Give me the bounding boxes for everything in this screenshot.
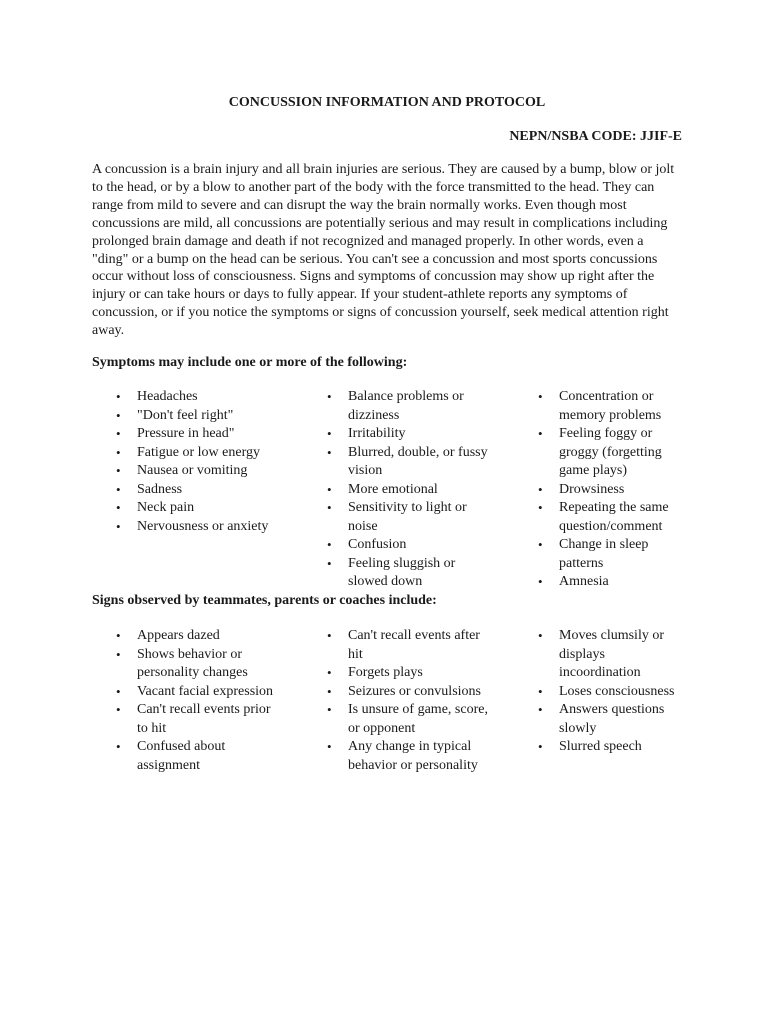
list-item: • Repeating the same question/comment (559, 499, 685, 536)
list-item: • Fatigue or low energy (137, 444, 277, 463)
list-item: • Sensitivity to light or noise (348, 499, 488, 536)
list-item: • Drowsiness (559, 481, 685, 500)
list-item: • Nausea or vomiting (137, 462, 277, 481)
list-item: • Blurred, double, or fussy vision (348, 444, 488, 481)
list-item: • Is unsure of game, score, or opponent (348, 701, 488, 738)
list-item: • Slurred speech (559, 738, 685, 757)
list-item: • Concentration or memory problems (559, 388, 685, 425)
signs-column-2 (348, 627, 488, 775)
list-item: • Balance problems or dizziness (348, 388, 488, 425)
list-item: • Pressure in head" (137, 425, 277, 444)
policy-code: NEPN/NSBA CODE: JJIF-E (509, 129, 682, 144)
signs-heading: Signs observed by teammates, parents or coaches include: (92, 593, 437, 608)
list-item: • Feeling foggy or groggy (forgetting game plays) (559, 425, 685, 481)
list-item: • Vacant facial expression (137, 683, 277, 702)
list-item: • "Don't feel right" (137, 407, 277, 426)
list-item: • Forgets plays (348, 664, 488, 683)
list-item: • Nervousness or anxiety (137, 518, 277, 537)
symptoms-column-3 (559, 388, 685, 592)
list-item: • Can't recall events prior to hit (137, 701, 277, 738)
symptoms-column-2 (348, 388, 488, 592)
intro-paragraph: A concussion is a brain injury and all brain injuries are serious. They are caused by a bump, blow or jolt to the head, or by a blow to another part of the body with the force transmitted to the head. They can range from mild to severe and can disrupt the way the brain normally works. Even though most concussions are mild, all concussions are potentially serious and may result in complications including prolonged brain damage and death if not recognized and managed properly. In other words, even a "ding" or a bump on the head can be serious. You can't see a concussion and most sports concussions occur without loss of consciousness. Signs and symptoms of concussion may show up right after the injury or can take hours or days to fully appear. If your student-athlete reports any symptoms of concussion, or if you notice the symptoms or signs of concussion yourself, seek medical attention right away. (92, 162, 675, 339)
document-title: CONCUSSION INFORMATION AND PROTOCOL (228, 95, 546, 110)
list-item: • Any change in typical behavior or personality (348, 738, 488, 775)
list-item: • Moves clumsily or displays incoordination (559, 627, 685, 683)
list-item: • Confused about assignment (137, 738, 277, 775)
list-item: • Seizures or convulsions (348, 683, 488, 702)
symptoms-column-1 (137, 388, 277, 536)
list-item: • Change in sleep patterns (559, 536, 685, 573)
list-item: • Amnesia (559, 573, 685, 592)
list-item: • Can't recall events after hit (348, 627, 488, 664)
symptoms-heading: Symptoms may include one or more of the following: (92, 355, 408, 370)
list-item: • Feeling sluggish or slowed down (348, 555, 488, 592)
list-item: • More emotional (348, 481, 488, 500)
list-item: • Headaches (137, 388, 277, 407)
list-item: • Confusion (348, 536, 488, 555)
list-item: • Appears dazed (137, 627, 277, 646)
signs-column-3 (559, 627, 685, 757)
document-page (92, 0, 682, 1024)
signs-column-1 (137, 627, 277, 775)
list-item: • Neck pain (137, 499, 277, 518)
list-item: • Shows behavior or personality changes (137, 646, 277, 683)
list-item: • Loses consciousness (559, 683, 685, 702)
list-item: • Irritability (348, 425, 488, 444)
list-item: • Answers questions slowly (559, 701, 685, 738)
list-item: • Sadness (137, 481, 277, 500)
